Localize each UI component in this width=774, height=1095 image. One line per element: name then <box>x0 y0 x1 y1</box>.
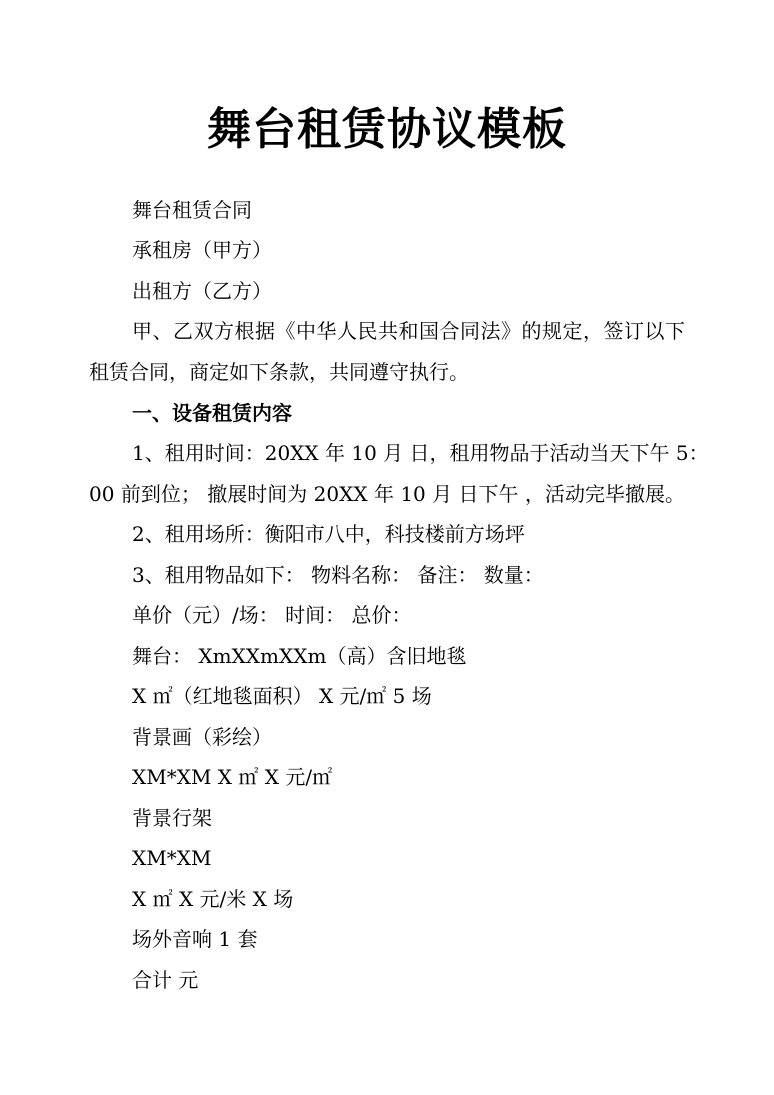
item-truss-detail: X ㎡ X 元/米 X 场 <box>132 887 294 911</box>
preamble-line-1: 甲、乙双方根据《中华人民共和国合同法》的规定，签订以下 <box>132 319 685 343</box>
section-heading: 一、设备租赁内容 <box>132 401 292 425</box>
total-line: 合计 元 <box>132 968 199 992</box>
item-stage-detail: X ㎡（红地毯面积） X 元/㎡ 5 场 <box>132 684 432 708</box>
item-truss-size: XM*XM <box>132 846 212 870</box>
document-title: 舞台租赁协议模板 <box>207 104 567 155</box>
item-backdrop-detail: XM*XM X ㎡ X 元/㎡ <box>132 765 333 789</box>
item-backdrop: 背景画（彩绘） <box>132 725 272 749</box>
clause-1-line-2: 00 前到位； 撤展时间为 20XX 年 10 月 日下午 ，活动完毕撤展。 <box>89 482 685 506</box>
party-b: 出租方（乙方） <box>132 279 272 303</box>
item-sound: 场外音响 1 套 <box>132 927 258 951</box>
item-truss: 背景行架 <box>132 806 212 830</box>
clause-3: 3、租用物品如下： 物料名称： 备注： 数量： <box>132 563 544 587</box>
party-a: 承租房（甲方） <box>132 238 272 262</box>
item-columns: 单价（元）/场： 时间： 总价： <box>132 603 412 627</box>
item-stage: 舞台： XmXXmXXm（高）含旧地毯 <box>132 644 467 668</box>
clause-2: 2、租用场所：衡阳市八中，科技楼前方场坪 <box>132 522 525 546</box>
preamble-line-2: 租赁合同，商定如下条款，共同遵守执行。 <box>89 360 469 384</box>
clause-1-line-1: 1、租用时间：20XX 年 10 月 日，租用物品于活动当天下午 5： <box>132 441 709 465</box>
contract-name: 舞台租赁合同 <box>132 198 252 222</box>
